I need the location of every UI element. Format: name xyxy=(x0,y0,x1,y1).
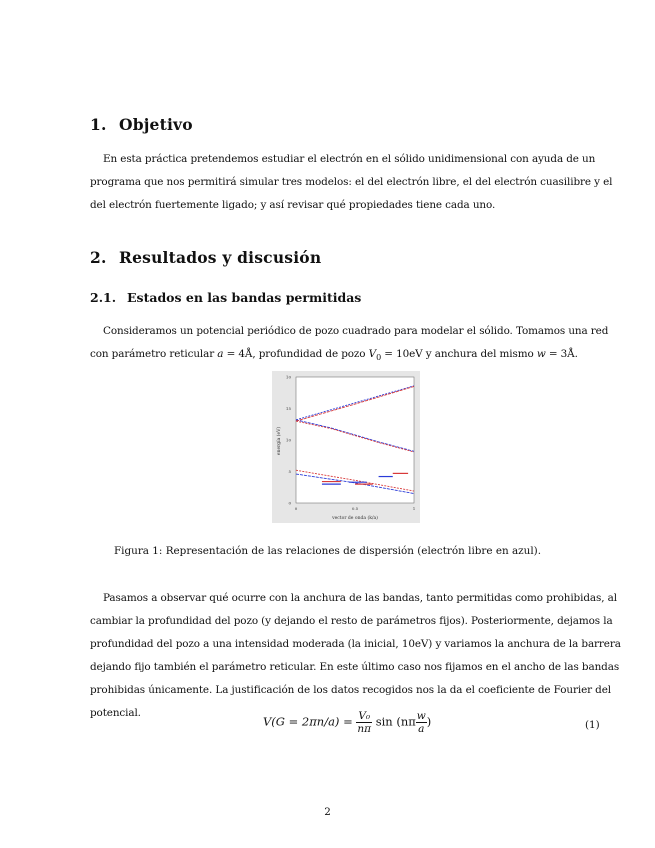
section-title: Resultados y discusión xyxy=(119,248,322,267)
equation-number: (1) xyxy=(585,719,600,731)
equation-1 xyxy=(263,710,431,735)
y-tick-label: 5 xyxy=(288,469,291,474)
y-tick-label: 15 xyxy=(285,406,291,411)
text-line: programa que nos permitirá simular tres modelos: el del electrón libre, el del electrón cuasilibre y el xyxy=(90,176,613,188)
text-line: prohibidas únicamente. La justificación de los datos recogidos nos la da el coeficiente de Fourier del xyxy=(90,684,612,696)
dispersion-figure xyxy=(272,371,420,523)
subsection-title: Estados en las bandas permitidas xyxy=(127,290,362,305)
section-1-paragraph xyxy=(90,148,613,217)
y-tick-label: 10 xyxy=(285,437,291,443)
x-tick-label: 0 xyxy=(294,506,298,511)
fraction: $\frac{w}{a}$ xyxy=(416,710,426,735)
text-line: potencial. xyxy=(90,707,141,719)
text-line: dejando fijo también el parámetro reticular. En este último caso nos fijamos en el ancho de las bandas xyxy=(90,661,620,673)
y-tick-label: 10 xyxy=(285,374,291,380)
section-2-heading xyxy=(90,248,321,267)
text-line: Pasamos a observar qué ocurre con la anchura de las bandas, tanto permitidas como prohibidas, al xyxy=(103,592,617,604)
dispersion-chart xyxy=(272,371,420,523)
equation-close: ) xyxy=(426,714,432,729)
text-line: cambiar la profundidad del pozo (y dejando el resto de parámetros fijos). Posteriormente, dejamos la xyxy=(90,615,613,627)
section-number: 2. xyxy=(90,248,107,267)
x-tick-label: 1 xyxy=(412,506,416,511)
fraction: $\frac{\text{V₀}}{n\pi}$ xyxy=(357,710,372,735)
subsection-2-1-paragraph-2 xyxy=(90,587,621,725)
text-line: profundidad del pozo a una intensidad moderada (la inicial, 10eV) y variamos la anchura de la barrera xyxy=(90,638,621,650)
x-tick-label: 0.5 xyxy=(351,506,359,511)
section-number: 1. xyxy=(90,115,107,134)
page-number: 2 xyxy=(324,806,331,818)
figure-caption: Figura 1: Representación de las relaciones de dispersión (electrón libre en azul). xyxy=(113,545,542,557)
section-1-heading xyxy=(90,115,193,134)
y-axis-label: energía (eV) xyxy=(277,426,282,456)
equation-lhs: V(G = 2πn/a) = xyxy=(263,714,357,729)
text-line: Consideramos un potencial periódico de pozo cuadrado para modelar el sólido. Tomamos una red xyxy=(103,325,609,337)
subsection-2-1-heading xyxy=(90,290,361,305)
y-tick-label: 0 xyxy=(288,500,291,506)
section-title: Objetivo xyxy=(119,115,193,134)
text-line: del electrón fuertemente ligado; y así revisar qué propiedades tiene cada uno. xyxy=(90,199,496,211)
x-axis-label: vector de onda (k/a) xyxy=(332,516,378,521)
subsection-2-1-paragraph xyxy=(90,320,609,369)
subsection-number: 2.1. xyxy=(90,290,117,305)
sine-term: sin (nπ xyxy=(372,714,416,729)
text-line: En esta práctica pretendemos estudiar el electrón en el sólido unidimensional con ayuda de un xyxy=(103,153,596,165)
text-line: con parámetro reticular a = 4Å, profundidad de pozo $V_0 = 10eV$ y anchura del mismo w = 3Å. xyxy=(90,348,578,363)
